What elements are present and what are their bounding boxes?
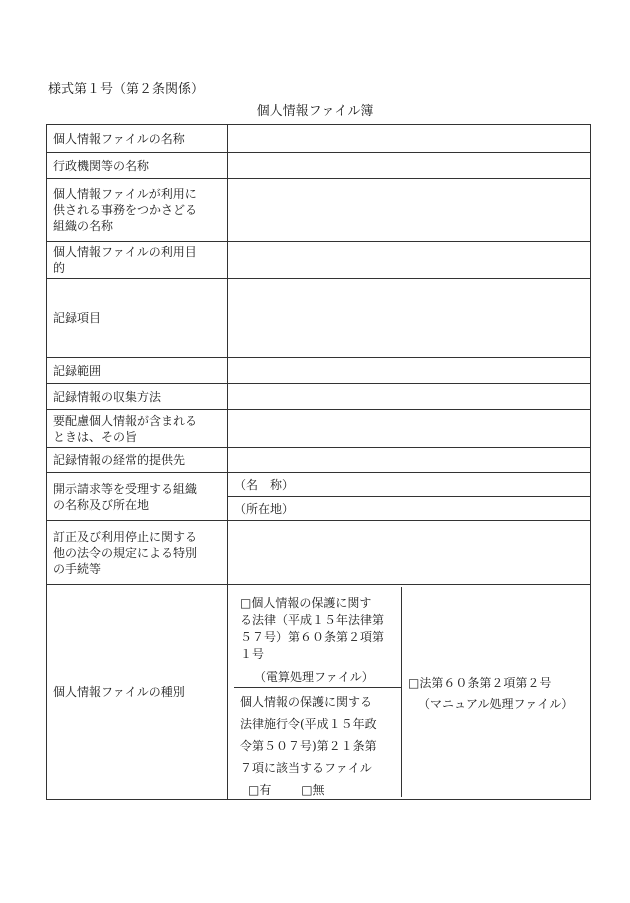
field-special[interactable] bbox=[228, 521, 591, 585]
label-disclosure: 開示請求等を受理する組織 の名称及び所在地 bbox=[47, 473, 228, 521]
register-table bbox=[46, 124, 591, 800]
electronic-checkbox[interactable]: □ bbox=[240, 596, 252, 610]
label-org-name: 個人情報ファイルが利用に 供される事務をつかさどる 組織の名称 bbox=[47, 179, 228, 242]
yes-no-options bbox=[240, 779, 398, 800]
field-disclosure-address[interactable]: （所在地） bbox=[228, 497, 591, 521]
row-recipients bbox=[47, 448, 591, 473]
label-recipients: 記録情報の経常的提供先 bbox=[47, 448, 228, 473]
yes-checkbox[interactable]: □ bbox=[248, 783, 260, 797]
option-electronic: □個人情報の保護に関す る法律（平成１５年法律第 ５７号）第６０条第２項第 １号 （電算処理ファイル） bbox=[240, 595, 398, 686]
divider-horizontal bbox=[234, 687, 401, 688]
label-agency-name: 行政機関等の名称 bbox=[47, 153, 228, 179]
option-manual: □法第６０条第２項第２号 （マニュアル処理ファイル） bbox=[408, 673, 576, 715]
row-special bbox=[47, 521, 591, 585]
label-collection: 記録情報の収集方法 bbox=[47, 384, 228, 410]
label-sensitive: 要配慮個人情報が含まれる ときは、その旨 bbox=[47, 410, 228, 448]
ordinance-note: 個人情報の保護に関する 法律施行令(平成１５年政 令第５０７号)第２１条第 ７項に該当するファイル □有 □無 bbox=[240, 691, 398, 800]
field-scope[interactable] bbox=[228, 358, 591, 384]
row-disclosure-name bbox=[47, 473, 591, 497]
row-sensitive bbox=[47, 410, 591, 448]
label-file-type: 個人情報ファイルの種別 bbox=[47, 585, 228, 800]
option-yes[interactable]: □有 bbox=[248, 783, 272, 797]
label-file-name: 個人情報ファイルの名称 bbox=[47, 125, 228, 153]
form-number: 様式第１号（第２条関係） bbox=[48, 82, 205, 97]
field-recipients[interactable] bbox=[228, 448, 591, 473]
page-title: 個人情報ファイル簿 bbox=[256, 104, 374, 119]
no-checkbox[interactable]: □ bbox=[301, 783, 313, 797]
field-purpose[interactable] bbox=[228, 242, 591, 279]
field-sensitive[interactable] bbox=[228, 410, 591, 448]
option-no[interactable]: □無 bbox=[301, 783, 325, 797]
field-items[interactable] bbox=[228, 279, 591, 358]
row-purpose bbox=[47, 242, 591, 279]
label-special: 訂正及び利用停止に関する 他の法令の規定による特別 の手続等 bbox=[47, 521, 228, 585]
field-file-name[interactable] bbox=[228, 125, 591, 153]
row-file-type bbox=[47, 585, 591, 800]
field-agency-name[interactable] bbox=[228, 153, 591, 179]
label-scope: 記録範囲 bbox=[47, 358, 228, 384]
label-purpose: 個人情報ファイルの利用目 的 bbox=[47, 242, 228, 279]
row-org-name bbox=[47, 179, 591, 242]
row-scope bbox=[47, 358, 591, 384]
label-items: 記録項目 bbox=[47, 279, 228, 358]
row-items bbox=[47, 279, 591, 358]
field-org-name[interactable] bbox=[228, 179, 591, 242]
field-disclosure-name[interactable]: （名 称） bbox=[228, 473, 591, 497]
manual-checkbox[interactable]: □ bbox=[408, 676, 420, 690]
row-collection bbox=[47, 384, 591, 410]
file-type-cell bbox=[228, 585, 591, 800]
row-file-name bbox=[47, 125, 591, 153]
manual-note: （マニュアル処理ファイル） bbox=[418, 697, 574, 711]
row-agency-name bbox=[47, 153, 591, 179]
field-collection[interactable] bbox=[228, 384, 591, 410]
electronic-note: （電算処理ファイル） bbox=[254, 670, 374, 684]
divider-vertical bbox=[401, 587, 402, 797]
